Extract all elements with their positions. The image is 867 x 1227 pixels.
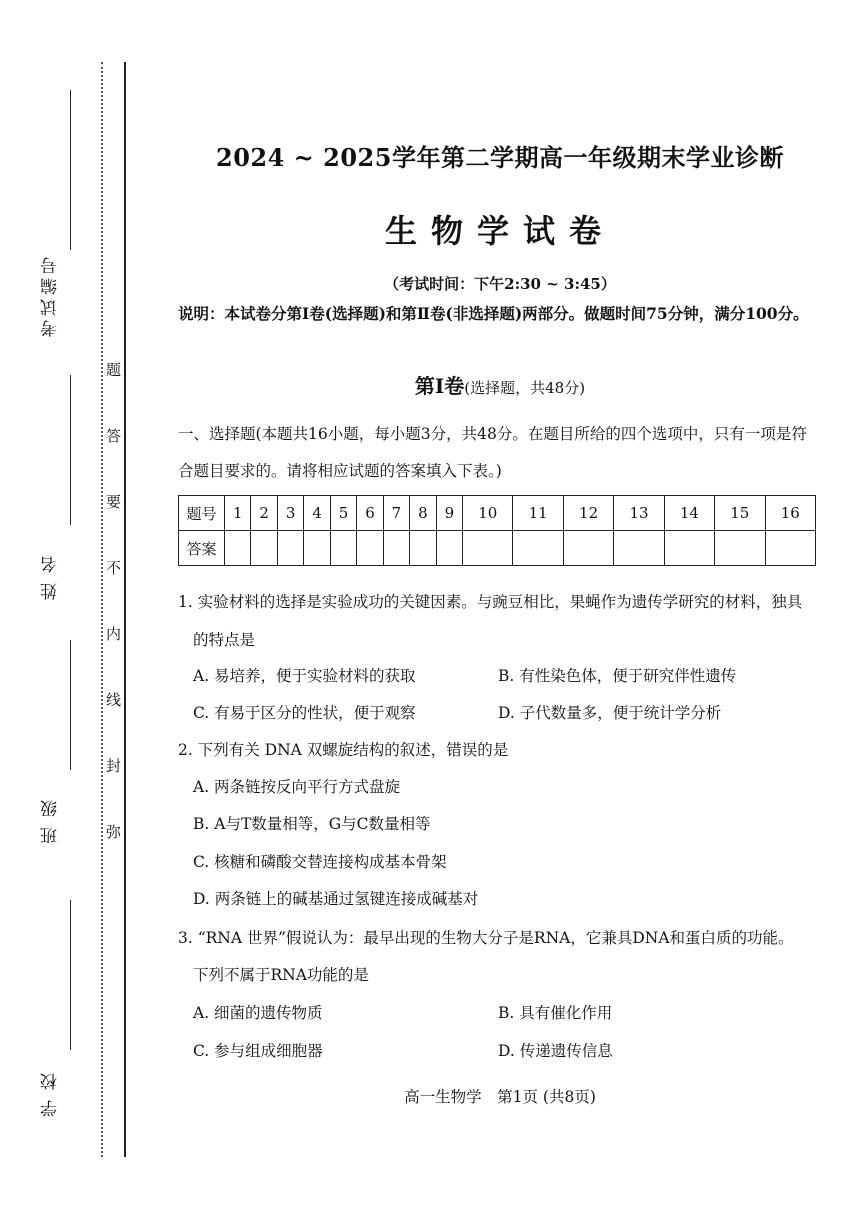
cut-line-dotted (101, 62, 103, 1157)
option-a: A. 细菌的遗传物质 (193, 1004, 323, 1022)
question-stem-line1: 2. 下列有关 DNA 双螺旋结构的叙述，错误的是 (178, 741, 509, 759)
row-label-number: 题号 (179, 496, 225, 531)
row-label-answer: 答案 (179, 531, 225, 566)
class-write-line[interactable] (70, 640, 71, 770)
answer-table (178, 495, 816, 566)
answer-cell[interactable] (715, 531, 765, 566)
answer-cell[interactable] (330, 531, 356, 566)
answer-cell[interactable] (277, 531, 303, 566)
seal-notice-char: 封 (104, 758, 122, 773)
class-label: 班级 (41, 790, 61, 845)
option-d: D. 子代数量多，便于统计学分析 (498, 704, 722, 722)
answer-cell[interactable] (664, 531, 714, 566)
exam-number-label: 考试编号 (41, 253, 61, 337)
question-stem-line1: 3. “RNA 世界”假说认为：最早出现的生物大分子是RNA，它兼具DNA和蛋白质的功能。 (178, 929, 794, 947)
option-d: D. 传递遗传信息 (498, 1042, 613, 1060)
name-label: 姓名 (41, 546, 61, 600)
answer-cell[interactable] (383, 531, 409, 566)
answer-cell[interactable] (513, 531, 563, 566)
question-stem-line1: 1. 实验材料的选择是实验成功的关键因素。与豌豆相比，果蝇作为遗传学研究的材料，独具 (178, 593, 803, 611)
question-number-cell: 13 (614, 496, 664, 531)
option-c: C. 有易于区分的性状，便于观察 (193, 704, 416, 722)
answer-cell[interactable] (225, 531, 251, 566)
option-b: B. A与T数量相等，G与C数量相等 (193, 815, 431, 833)
seal-notice-char: 要 (104, 494, 122, 509)
answer-cell[interactable] (463, 531, 513, 566)
question-number-cell: 1 (225, 496, 251, 531)
subject-title: 生物学试卷 (384, 212, 615, 250)
seal-notice-char: 题 (104, 362, 122, 377)
exam-number-write-line[interactable] (70, 90, 71, 250)
section-instruction-line2: 合题目要求的。请将相应试题的答案填入下表。) (178, 462, 502, 480)
question-number-cell: 8 (410, 496, 436, 531)
question-number-cell: 4 (304, 496, 330, 531)
question-number-cell: 11 (513, 496, 563, 531)
class-field (38, 640, 78, 855)
question-number-cell: 6 (357, 496, 383, 531)
section-title-main: 第Ⅰ卷 (414, 374, 465, 398)
section-title-suffix: (选择题，共48分) (464, 379, 586, 397)
question-number-cell: 15 (715, 496, 765, 531)
option-c: C. 参与组成细胞器 (193, 1042, 323, 1060)
seal-notice-char: 内 (104, 626, 122, 641)
option-b: B. 有性染色体，便于研究伴性遗传 (498, 667, 737, 685)
name-field (38, 375, 78, 620)
question-number-cell: 12 (563, 496, 613, 531)
option-b: B. 具有催化作用 (498, 1004, 613, 1022)
exam-note: 说明：本试卷分第Ⅰ卷(选择题)和第Ⅱ卷(非选择题)两部分。做题时间75分钟，满分100分。 (178, 304, 809, 323)
section-title (140, 370, 860, 399)
exam-number-field (38, 90, 78, 340)
answer-cell[interactable] (410, 531, 436, 566)
school-field (38, 900, 78, 1120)
question-number-cell: 2 (251, 496, 277, 531)
answer-cell[interactable] (765, 531, 815, 566)
seal-notice-char: 弥 (104, 824, 122, 839)
question-number-row (179, 496, 816, 531)
question-stem-line2: 下列不属于RNA功能的是 (193, 966, 369, 984)
question-number-cell: 16 (765, 496, 815, 531)
section-instruction-line1: 一、选择题(本题共16小题，每小题3分，共48分。在题目所给的四个选项中，只有一项是符 (178, 425, 807, 443)
question-number-cell: 9 (436, 496, 462, 531)
option-d: D. 两条链上的碱基通过氢键连接成碱基对 (193, 890, 479, 908)
exam-time: （考试时间：下午2:30 ~ 3:45） (384, 275, 616, 293)
page-footer: 高一生物学 第1页 (共8页) (404, 1088, 596, 1106)
answer-cell[interactable] (614, 531, 664, 566)
answer-cell[interactable] (304, 531, 330, 566)
school-label: 学校 (41, 1063, 61, 1117)
seal-notice-char: 不 (104, 560, 122, 575)
cut-line-solid (124, 62, 126, 1157)
answer-cell[interactable] (436, 531, 462, 566)
question-stem-line2: 的特点是 (193, 631, 256, 649)
seal-notice-char: 线 (104, 692, 122, 707)
answer-cell[interactable] (563, 531, 613, 566)
exam-title: 2024 ~ 2025学年第二学期高一年级期末学业诊断 (216, 143, 784, 172)
option-c: C. 核糖和磷酸交替连接构成基本骨架 (193, 853, 447, 871)
option-a: A. 易培养，便于实验材料的获取 (193, 667, 416, 685)
name-write-line[interactable] (70, 375, 71, 525)
answer-row (179, 531, 816, 566)
answer-cell[interactable] (357, 531, 383, 566)
question-number-cell: 5 (330, 496, 356, 531)
school-write-line[interactable] (70, 900, 71, 1050)
question-number-cell: 14 (664, 496, 714, 531)
answer-cell[interactable] (251, 531, 277, 566)
question-number-cell: 7 (383, 496, 409, 531)
question-number-cell: 10 (463, 496, 513, 531)
seal-notice-char: 答 (104, 428, 122, 443)
question-number-cell: 3 (277, 496, 303, 531)
option-a: A. 两条链按反向平行方式盘旋 (193, 778, 401, 796)
